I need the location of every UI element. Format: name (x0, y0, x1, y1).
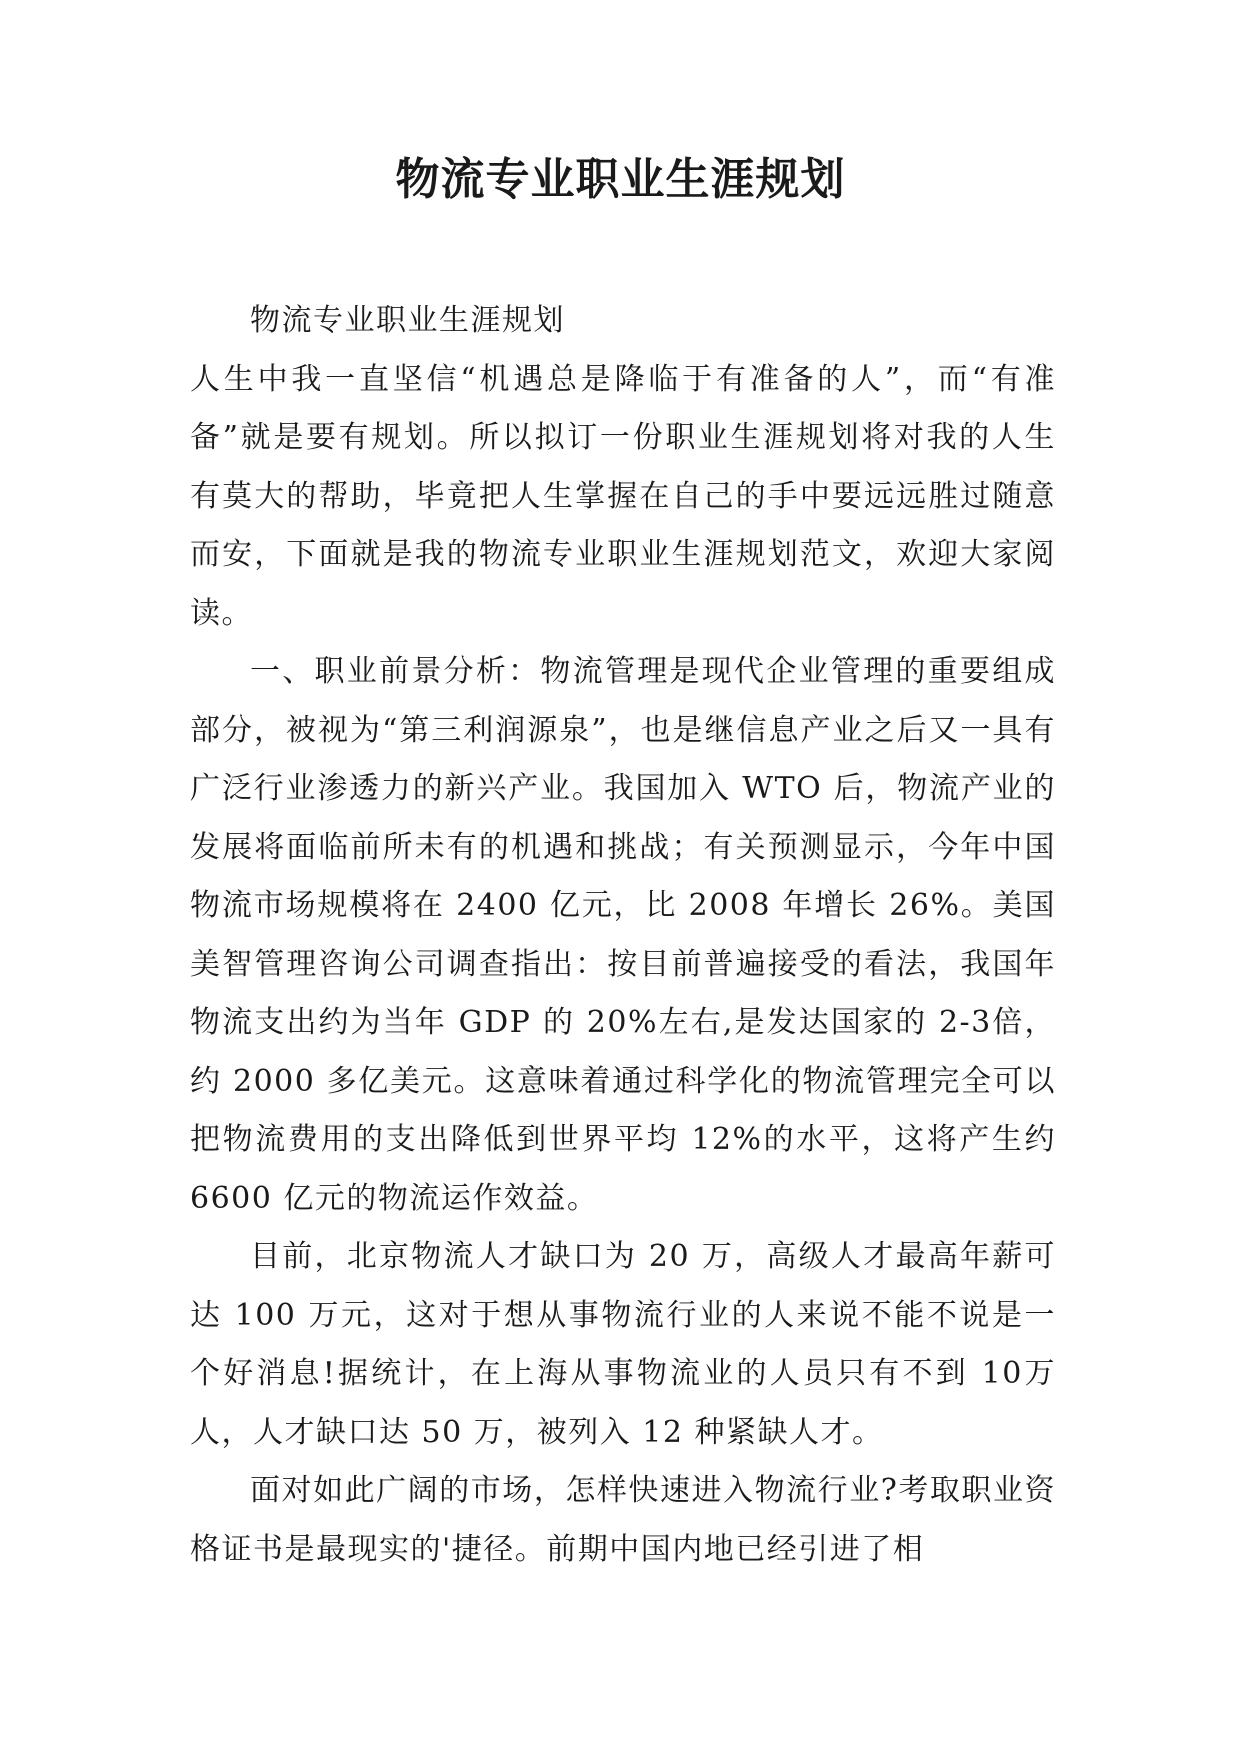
paragraph-certification: 面对如此广阔的市场，怎样快速进入物流行业?考取职业资格证书是最现实的'捷径。前期中国内地已经引进了相 (190, 1473, 1056, 1567)
paragraph-subtitle: 物流专业职业生涯规划 (250, 303, 565, 338)
paragraph-career-outlook: 一、职业前景分析：物流管理是现代企业管理的重要组成部分，被视为“第三利润源泉”，也是继信息产业之后又一具有广泛行业渗透力的新兴产业。我国加入 WTO 后，物流产业的发展将面临前所未有的机遇和挑战；有关预测显示，今年中国物流市场规模将在 2400 亿元，比 2008 年增长 26%。美国美智管理咨询公司调查指出：按目前普遍接受的看法，我国年物流支出约为当年 GDP 的 20%左右,是发达国家的 2-3倍，约 2000 多亿美元。这意味着通过科学化的物流管理完全可以把物流费用的支出降低到世界平均 12%的水平，这将产生约 6600 亿元的物流运作效益。 (190, 654, 1056, 1216)
document-body (190, 292, 1056, 1579)
paragraph-talent-gap: 目前，北京物流人才缺口为 20 万，高级人才最高年薪可达 100 万元，这对于想从事物流行业的人来说不能不说是一个好消息!据统计，在上海从事物流业的人员只有不到 10万人，人才缺口达 50 万，被列入 12 种紧缺人才。 (190, 1239, 1056, 1450)
paragraph-intro: 人生中我一直坚信“机遇总是降临于有准备的人”，而“有准备”就是要有规划。所以拟订一份职业生涯规划将对我的人生有莫大的帮助，毕竟把人生掌握在自己的手中要远远胜过随意而安，下面就是我的物流专业职业生涯规划范文，欢迎大家阅读。 (190, 361, 1056, 631)
document-title: 物流专业职业生涯规划 (395, 154, 846, 205)
